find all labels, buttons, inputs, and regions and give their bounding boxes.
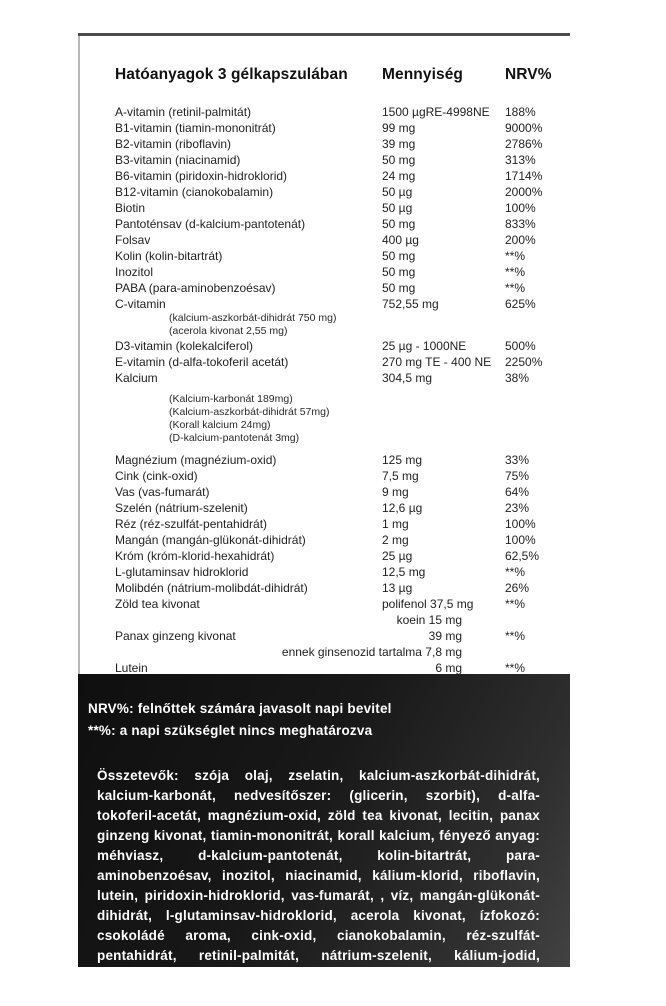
- ingredient-subnote: (acerola kivonat 2,55 mg): [169, 325, 288, 337]
- ingredient-qty: 24 mg: [382, 169, 416, 183]
- ingredient-name: Vas (vas-fumarát): [115, 485, 210, 499]
- ingredient-nrv: 23%: [505, 501, 530, 515]
- ingredient-qty: 50 mg: [382, 281, 416, 295]
- ingredient-name: Kalcium: [115, 371, 158, 385]
- ingredient-qty: 12,6 µg: [382, 501, 423, 515]
- table-row: [115, 338, 570, 354]
- ingredient-qty: 304,5 mg: [382, 371, 433, 385]
- ingredient-name: L-glutaminsav hidroklorid: [115, 565, 249, 579]
- ingredient-nrv: 2786%: [505, 137, 543, 151]
- header-active-ingredients: Hatóanyagok 3 gélkapszulában: [115, 66, 348, 83]
- ingredient-nrv: 188%: [505, 105, 536, 119]
- header-quantity: Mennyiség: [382, 66, 464, 83]
- ingredient-qty: polifenol 37,5 mg: [382, 597, 474, 611]
- ingredient-nrv: 100%: [505, 517, 536, 531]
- ingredient-subnote: (D-kalcium-pantotenát 3mg): [169, 432, 300, 444]
- table-row: [115, 264, 570, 280]
- table-row: [115, 660, 570, 676]
- ingredient-name: Folsav: [115, 233, 151, 247]
- table-row: [115, 548, 570, 564]
- ingredient-qty: 13 µg: [382, 581, 413, 595]
- table-row: [115, 296, 570, 312]
- table-row: [115, 152, 570, 168]
- footer-panel: [78, 674, 570, 1003]
- ingredient-qty: 400 µg: [382, 233, 419, 247]
- table-row: [115, 484, 570, 500]
- ingredient-name: Magnézium (magnézium-oxid): [115, 453, 277, 467]
- ingredient-name: Króm (króm-klorid-hexahidrát): [115, 549, 275, 563]
- ingredient-name: Molibdén (nátrium-molibdát-dihidrát): [115, 581, 308, 595]
- ingredient-name: E-vitamin (d-alfa-tokoferil acetát): [115, 355, 289, 369]
- ingredient-nrv: 38%: [505, 371, 530, 385]
- ingredient-subnote-wide: ennek ginsenozid tartalma 7,8 mg: [281, 645, 462, 659]
- ingredient-qty: 50 mg: [382, 153, 416, 167]
- ingredient-name: Inozitol: [115, 265, 154, 279]
- table-row: [115, 452, 570, 468]
- ingredient-qty: 25 µg - 1000NE: [382, 339, 467, 353]
- ingredients-paragraph: Összetevők: szója olaj, zselatin, kalcium-aszkorbát-dihidrát, kalcium-karbonát, nedvesítőszer: (glicerin, szorbit), d-alfa-tokoferil-acetát, magnézium-oxid, zöld tea kivonat, lecitin, panax ginzeng kivonat, tiamin-mononitrát, korall kalcium, fényező anyag: méhviasz, d-kalcium-pantotenát, kolin-bitartrát, para-aminobenzoésav, inozitol, niacinamid, kálium-klorid, riboflavin, lutein, piridoxin-hidroklorid, vas-fumarát, , víz, mangán-glükonát-dihidrát, l-glutaminsav-hidroklorid, acerola kivonat, ízfokozó: csokoládé aroma, cink-oxid, cianokobalamin, réz-szulfát-pentahidrát, retinil-palmitát, nátrium-szelenit, kálium-jodid, színezék: (vas-oxid, titánium-dioxid), folsav króm-klorid-hexahidrát, kolekalciferol, biotin nátrium-molibdát-dihidrát.: [97, 768, 540, 1003]
- ingredient-qty: 39 mg: [428, 629, 462, 643]
- table-row: [115, 596, 570, 612]
- ingredient-nrv: 500%: [505, 339, 536, 353]
- table-row: [115, 136, 570, 152]
- ingredient-nrv: 833%: [505, 217, 536, 231]
- ingredient-nrv: 2000%: [505, 185, 543, 199]
- ingredient-nrv: 62,5%: [505, 549, 540, 563]
- ingredient-nrv: 625%: [505, 297, 536, 311]
- table-row: [115, 280, 570, 296]
- table-row: [115, 516, 570, 532]
- ingredient-name: Biotin: [115, 201, 146, 215]
- ingredient-name: A-vitamin (retinil-palmitát): [115, 105, 252, 119]
- table-row: [115, 248, 570, 264]
- ingredient-qty: 1500 µgRE-4998NE: [382, 105, 490, 119]
- ingredient-qty: 50 mg: [382, 249, 416, 263]
- ingredient-name: PABA (para-aminobenzoésav): [115, 281, 276, 295]
- ingredient-nrv: 100%: [505, 201, 536, 215]
- ingredient-name: C-vitamin: [115, 297, 166, 311]
- ingredient-name: Kolin (kolin-bitartrát): [115, 249, 223, 263]
- ingredient-subnote: (kalcium-aszkorbát-dihidrát 750 mg): [169, 312, 337, 324]
- table-row: [115, 200, 570, 216]
- ingredient-name: Cink (cink-oxid): [115, 469, 198, 483]
- ingredient-qty: 270 mg TE - 400 NE: [382, 355, 492, 369]
- table-row: [115, 532, 570, 548]
- ingredient-nrv: **%: [505, 565, 526, 579]
- ingredient-subnote: (Kalcium-karbonát 189mg): [169, 393, 293, 405]
- ingredient-qty: 39 mg: [382, 137, 416, 151]
- ingredient-nrv: 26%: [505, 581, 530, 595]
- ingredient-nrv: 2250%: [505, 355, 543, 369]
- ingredient-qty: 50 µg: [382, 201, 413, 215]
- ingredient-nrv: 100%: [505, 533, 536, 547]
- table-row: [115, 216, 570, 232]
- table-row: [115, 564, 570, 580]
- ingredient-qty: 6 mg: [435, 661, 462, 675]
- ingredient-nrv: **%: [505, 597, 526, 611]
- ingredient-rows: [115, 104, 570, 676]
- ingredient-nrv: 64%: [505, 485, 530, 499]
- footer-notes: [88, 698, 544, 742]
- asterisk-note: **%: a napi szükséglet nincs meghatározva: [88, 723, 373, 738]
- ingredient-name: Zöld tea kivonat: [115, 597, 200, 611]
- table-row: [115, 168, 570, 184]
- ingredient-qty-line2: koein 15 mg: [396, 613, 462, 627]
- ingredient-name: Panax ginzeng kivonat: [115, 629, 236, 643]
- ingredient-nrv: **%: [505, 249, 526, 263]
- ingredient-qty: 125 mg: [382, 453, 423, 467]
- ingredient-nrv: 9000%: [505, 121, 543, 135]
- ingredient-qty: 99 mg: [382, 121, 416, 135]
- ingredient-nrv: **%: [505, 281, 526, 295]
- table-row: [115, 628, 570, 644]
- ingredients-table: [78, 36, 570, 674]
- table-row: [115, 354, 570, 370]
- ingredient-qty: 50 µg: [382, 185, 413, 199]
- ingredient-qty: 50 mg: [382, 265, 416, 279]
- ingredient-nrv: **%: [505, 265, 526, 279]
- ingredient-qty: 12,5 mg: [382, 565, 426, 579]
- supplement-facts-label: [78, 33, 570, 1003]
- ingredient-qty: 1 mg: [382, 517, 409, 531]
- ingredient-name: Pantoténsav (d-kalcium-pantotenát): [115, 217, 306, 231]
- ingredient-nrv: 33%: [505, 453, 530, 467]
- table-header: [115, 66, 570, 84]
- header-nrv: NRV%: [505, 66, 552, 83]
- ingredient-nrv: 313%: [505, 153, 536, 167]
- nrv-note: NRV%: felnőttek számára javasolt napi bevitel: [88, 701, 392, 716]
- table-row: [115, 370, 570, 386]
- ingredient-nrv: **%: [505, 661, 526, 675]
- table-row: [115, 468, 570, 484]
- ingredient-name: Mangán (mangán-glükonát-dihidrát): [115, 533, 306, 547]
- ingredient-subnote: (Korall kalcium 24mg): [169, 419, 271, 431]
- ingredient-name: Lutein: [115, 661, 148, 675]
- ingredient-nrv: 200%: [505, 233, 536, 247]
- ingredient-qty: 50 mg: [382, 217, 416, 231]
- ingredient-name: B3-vitamin (niacinamid): [115, 153, 241, 167]
- table-row: [115, 500, 570, 516]
- table-row: [115, 580, 570, 596]
- ingredient-qty: 7,5 mg: [382, 469, 419, 483]
- ingredient-subnote: (Kalcium-aszkorbát-dihidrát 57mg): [169, 406, 330, 418]
- table-row: [115, 184, 570, 200]
- ingredient-name: D3-vitamin (kolekalciferol): [115, 339, 254, 353]
- table-row: [115, 104, 570, 120]
- ingredient-nrv: **%: [505, 629, 526, 643]
- ingredient-nrv: 1714%: [505, 169, 543, 183]
- table-row: [115, 232, 570, 248]
- ingredient-qty: 752,55 mg: [382, 297, 439, 311]
- ingredient-qty: 2 mg: [382, 533, 409, 547]
- ingredient-qty: 9 mg: [382, 485, 409, 499]
- ingredient-name: B2-vitamin (riboflavin): [115, 137, 232, 151]
- ingredient-name: B12-vitamin (cianokobalamin): [115, 185, 274, 199]
- ingredient-name: Réz (réz-szulfát-pentahidrát): [115, 517, 268, 531]
- ingredient-name: Szelén (nátrium-szelenit): [115, 501, 248, 515]
- table-row: [115, 120, 570, 136]
- ingredient-name: B6-vitamin (piridoxin-hidroklorid): [115, 169, 288, 183]
- ingredient-nrv: 75%: [505, 469, 530, 483]
- ingredient-qty: 25 µg: [382, 549, 413, 563]
- ingredient-name: B1-vitamin (tiamin-mononitrát): [115, 121, 276, 135]
